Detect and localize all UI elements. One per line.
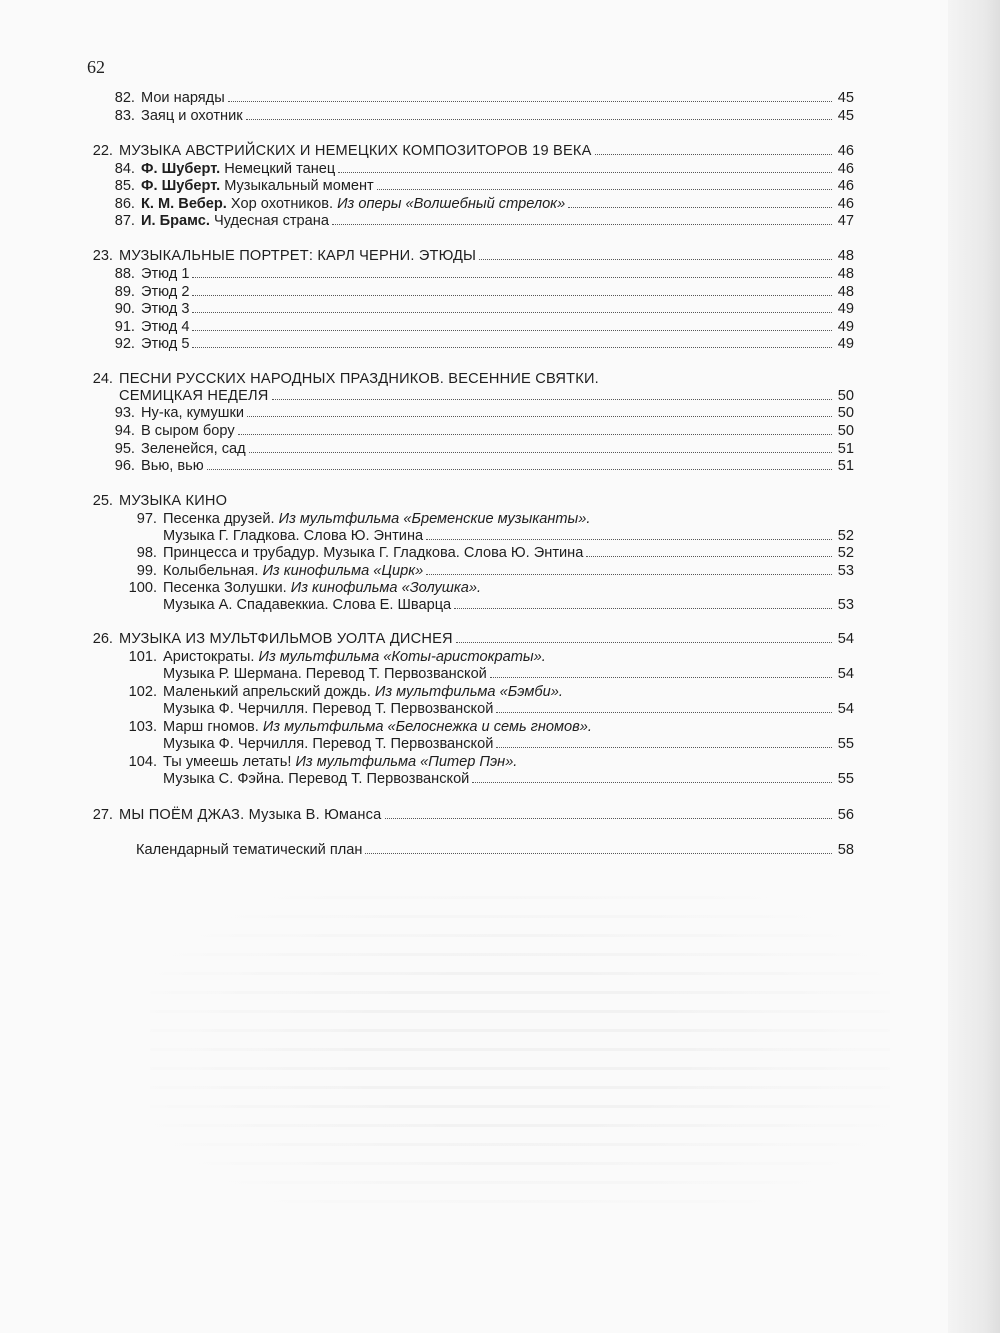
dot-leader (192, 347, 832, 348)
toc-section-26 (87, 630, 854, 648)
toc-calendar-plan (136, 841, 854, 859)
piece-title: Ты умеешь летать! (163, 754, 292, 770)
composer-name: Ф. Шуберт. (141, 178, 221, 194)
entry-title: Принцесса и трубадур. Музыка Г. Гладкова. Слова Ю. Энтина (163, 545, 584, 561)
entry-page: 48 (837, 284, 854, 300)
entry-credits: Музыка Ф. Черчилля. Перевод Т. Первозванской (163, 701, 494, 717)
entry-page: 52 (837, 545, 854, 561)
entry-page: 49 (837, 319, 854, 335)
entry-page: 51 (837, 441, 854, 457)
section-number: 25. (92, 493, 113, 509)
piece-source: Из мультфильма «Коты-аристократы». (258, 649, 546, 665)
dot-leader (496, 747, 832, 748)
entry-number: 97. (136, 511, 157, 527)
toc-entry-84 (93, 160, 854, 178)
toc-entry-103 (115, 718, 854, 736)
entry-number: 98. (136, 545, 157, 561)
dot-leader (192, 312, 832, 313)
entry-number: 83. (114, 108, 135, 124)
entry-title (163, 648, 546, 666)
piece-title: Аристократы. (163, 649, 255, 665)
dot-leader (338, 172, 832, 173)
toc-entry-92 (93, 335, 854, 353)
entry-number: 102. (128, 684, 157, 700)
entry-title: Ну-ка, кумушки (141, 405, 245, 421)
entry-title (163, 510, 590, 528)
entry-title: Вью, вью (141, 458, 204, 474)
entry-page: 58 (837, 842, 854, 858)
dot-leader (246, 119, 832, 120)
dot-leader (479, 259, 832, 260)
dot-leader (192, 330, 832, 331)
entry-title (163, 579, 481, 597)
toc-section-25 (87, 492, 854, 510)
toc-entry-89 (93, 283, 854, 301)
toc-entry-87 (93, 212, 854, 230)
entry-title (141, 195, 565, 213)
composer-name: К. М. Вебер. (141, 196, 227, 212)
section-page: 46 (837, 143, 854, 159)
entry-page: 45 (837, 90, 854, 106)
toc-entry-100-credits (163, 596, 854, 614)
entry-number: 101. (128, 649, 157, 665)
page-number: 62 (87, 57, 105, 77)
piece-title: Музыкальный момент (224, 178, 374, 194)
entry-page: 50 (837, 423, 854, 439)
piece-source: Из оперы «Волшебный стрелок» (337, 196, 566, 212)
show-through-fade (130, 860, 910, 1240)
dot-leader (472, 782, 832, 783)
entry-number: 90. (114, 301, 135, 317)
entry-page: 49 (837, 301, 854, 317)
toc-entry-83 (93, 107, 854, 125)
section-title: МЫ ПОЁМ ДЖАЗ. Музыка В. Юманса (119, 807, 382, 823)
entry-page: 51 (837, 458, 854, 474)
piece-title: Маленький апрельский дождь. (163, 684, 371, 700)
entry-page: 48 (837, 266, 854, 282)
toc-section-22 (87, 142, 854, 160)
toc-entry-82 (93, 89, 854, 107)
piece-source: Из мультфильма «Бэмби». (374, 684, 563, 700)
entry-number: 95. (114, 441, 135, 457)
entry-number: 84. (114, 161, 135, 177)
toc-entry-93 (93, 404, 854, 422)
entry-number: 93. (114, 405, 135, 421)
toc-entry-101-credits (163, 665, 854, 683)
piece-title: Марш гномов. (163, 719, 259, 735)
section-number: 23. (92, 248, 113, 264)
piece-title: Чудесная страна (213, 213, 329, 229)
entry-number: 82. (114, 90, 135, 106)
toc-entry-104-credits (163, 770, 854, 788)
entry-page: 55 (837, 771, 854, 787)
entry-number: 99. (136, 563, 157, 579)
dot-leader (426, 539, 832, 540)
piece-title: Немецкий танец (224, 161, 336, 177)
dot-leader (454, 608, 832, 609)
entry-title (163, 753, 517, 771)
entry-number: 86. (114, 196, 135, 212)
section-title: МУЗЫКА КИНО (119, 493, 228, 509)
piece-source: Из кинофильма «Цирк» (262, 563, 424, 579)
entry-credits: Музыка Г. Гладкова. Слова Ю. Энтина (163, 528, 424, 544)
entry-number: 87. (114, 213, 135, 229)
entry-title: Календарный тематический план (136, 842, 363, 858)
entry-page: 53 (837, 597, 854, 613)
entry-title: В сыром бору (141, 423, 235, 439)
toc-entry-103-credits (163, 735, 854, 753)
toc-entry-88 (93, 265, 854, 283)
entry-credits: Музыка Ф. Черчилля. Перевод Т. Первозванской (163, 736, 494, 752)
toc-section-24 (87, 370, 854, 388)
toc-section-27 (87, 806, 854, 824)
piece-title: Песенка Золушки. (163, 580, 287, 596)
piece-title: Песенка друзей. (163, 511, 275, 527)
toc-entry-91 (93, 318, 854, 336)
dot-leader (456, 642, 832, 643)
toc-entry-101 (115, 648, 854, 666)
dot-leader (249, 452, 832, 453)
entry-credits: Музыка Р. Шермана. Перевод Т. Первозванской (163, 666, 487, 682)
dot-leader (228, 101, 832, 102)
dot-leader (192, 295, 832, 296)
toc-entry-102-credits (163, 700, 854, 718)
entry-title (163, 683, 563, 701)
entry-title: Этюд 1 (141, 266, 190, 282)
entry-number: 103. (128, 719, 157, 735)
entry-page: 52 (837, 528, 854, 544)
entry-title: Мои наряды (141, 90, 225, 106)
dot-leader (595, 154, 832, 155)
entry-title: Этюд 2 (141, 284, 190, 300)
section-page: 54 (837, 631, 854, 647)
section-page: 48 (837, 248, 854, 264)
entry-number: 94. (114, 423, 135, 439)
toc-entry-102 (115, 683, 854, 701)
piece-title: Хор охотников. (230, 196, 334, 212)
entry-title (141, 160, 335, 178)
entry-number: 104. (128, 754, 157, 770)
entry-number: 92. (114, 336, 135, 352)
section-title: МУЗЫКАЛЬНЫЕ ПОРТРЕТ: КАРЛ ЧЕРНИ. ЭТЮДЫ (119, 248, 477, 264)
toc-entry-97 (115, 510, 854, 528)
dot-leader (586, 556, 832, 557)
section-page: 56 (837, 807, 854, 823)
composer-name: Ф. Шуберт. (141, 161, 221, 177)
section-title: МУЗЫКА АВСТРИЙСКИХ И НЕМЕЦКИХ КОМПОЗИТОРОВ 19 ВЕКА (119, 143, 592, 159)
dot-leader (568, 207, 832, 208)
section-title: ПЕСНИ РУССКИХ НАРОДНЫХ ПРАЗДНИКОВ. ВЕСЕННИЕ СВЯТКИ. (119, 371, 599, 387)
entry-page: 45 (837, 108, 854, 124)
entry-title: Этюд 5 (141, 336, 190, 352)
entry-title (163, 562, 423, 580)
entry-number: 85. (114, 178, 135, 194)
piece-source: Из кинофильма «Золушка». (290, 580, 482, 596)
entry-credits: Музыка А. Спадавеккиа. Слова Е. Шварца (163, 597, 452, 613)
dot-leader (247, 416, 832, 417)
entry-number: 96. (114, 458, 135, 474)
toc-entry-86 (93, 195, 854, 213)
entry-page: 53 (837, 563, 854, 579)
dot-leader (332, 224, 832, 225)
entry-page: 50 (837, 405, 854, 421)
entry-title (141, 177, 374, 195)
entry-number: 88. (114, 266, 135, 282)
dot-leader (490, 677, 832, 678)
dot-leader (272, 399, 832, 400)
dot-leader (426, 574, 832, 575)
piece-source: Из мультфильма «Белоснежка и семь гномов». (262, 719, 592, 735)
page-edge-shadow (948, 0, 1000, 1333)
dot-leader (496, 712, 832, 713)
entry-number: 91. (114, 319, 135, 335)
entry-page: 55 (837, 736, 854, 752)
dot-leader (377, 189, 832, 190)
toc-section-24-continued (119, 387, 854, 405)
entry-page: 46 (837, 178, 854, 194)
toc-entry-96 (93, 457, 854, 475)
dot-leader (365, 853, 832, 854)
piece-title: Колыбельная. (163, 563, 259, 579)
entry-page: 46 (837, 161, 854, 177)
toc-entry-85 (93, 177, 854, 195)
section-number: 26. (92, 631, 113, 647)
entry-title: Зеленейся, сад (141, 441, 246, 457)
dot-leader (385, 818, 833, 819)
toc-entry-90 (93, 300, 854, 318)
entry-title: Заяц и охотник (141, 108, 243, 124)
entry-page: 54 (837, 666, 854, 682)
dot-leader (207, 469, 832, 470)
entry-title: Этюд 4 (141, 319, 190, 335)
entry-page: 46 (837, 196, 854, 212)
toc-entry-104 (115, 753, 854, 771)
section-title: МУЗЫКА ИЗ МУЛЬТФИЛЬМОВ УОЛТА ДИСНЕЯ (119, 631, 453, 647)
toc-entry-100 (115, 579, 854, 597)
toc-entry-95 (93, 440, 854, 458)
toc-section-23 (87, 247, 854, 265)
toc-entry-97-credits (163, 527, 854, 545)
composer-name: И. Брамс. (141, 213, 210, 229)
toc-entry-99 (115, 562, 854, 580)
entry-page: 54 (837, 701, 854, 717)
entry-page: 49 (837, 336, 854, 352)
piece-source: Из мультфильма «Бременские музыканты». (278, 511, 591, 527)
entry-number: 100. (128, 580, 157, 596)
entry-credits: Музыка С. Фэйна. Перевод Т. Первозванской (163, 771, 470, 787)
entry-title: Этюд 3 (141, 301, 190, 317)
section-title-continued: СЕМИЦКАЯ НЕДЕЛЯ (119, 388, 269, 404)
piece-source: Из мультфильма «Питер Пэн». (295, 754, 518, 770)
section-number: 22. (92, 143, 113, 159)
toc-entry-98 (115, 544, 854, 562)
entry-title (163, 718, 592, 736)
toc-entry-94 (93, 422, 854, 440)
section-number: 27. (92, 807, 113, 823)
dot-leader (238, 434, 832, 435)
section-number: 24. (92, 371, 113, 387)
dot-leader (192, 277, 832, 278)
section-page: 50 (837, 388, 854, 404)
entry-page: 47 (837, 213, 854, 229)
entry-title (141, 212, 329, 230)
entry-number: 89. (114, 284, 135, 300)
